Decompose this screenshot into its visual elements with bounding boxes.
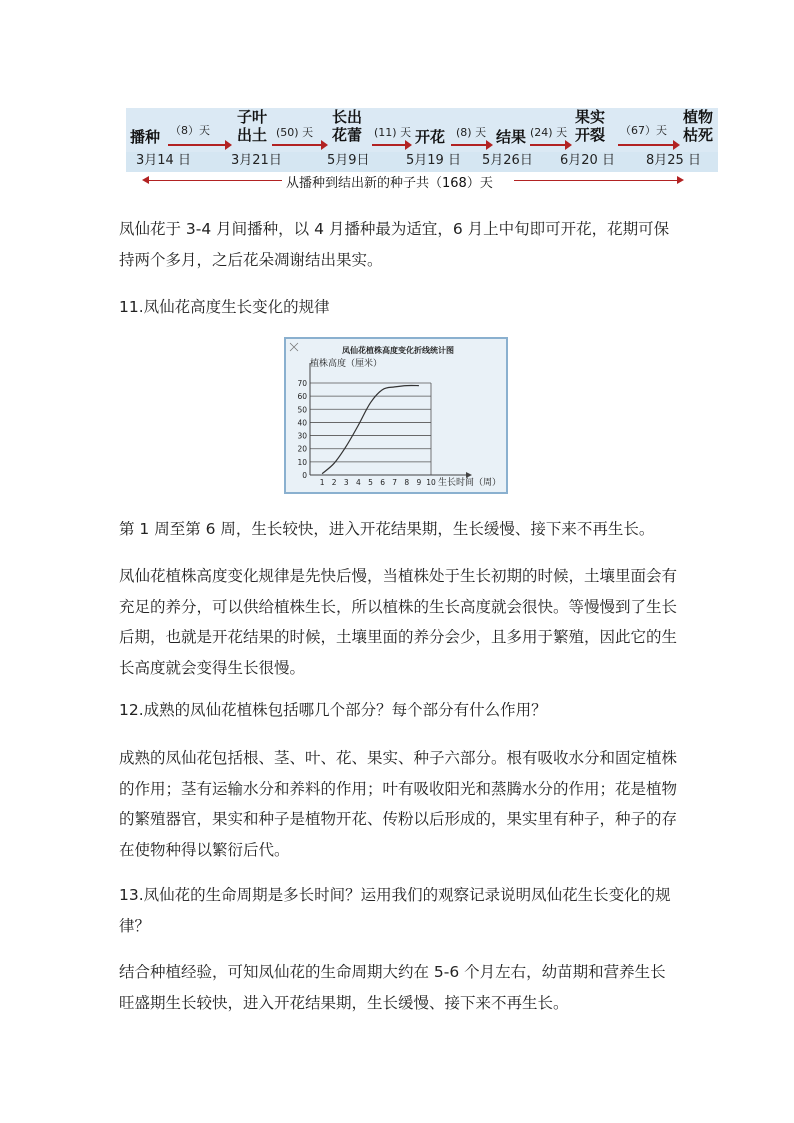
question-12-heading: 12.成熟的凤仙花植株包括哪几个部分？每个部分有什么作用？ (119, 701, 547, 719)
chart-x-axis-label: 生长时间（周） (438, 478, 502, 488)
life-cycle-paragraph: 结合种植经验，可知凤仙花的生命周期大约在 5-6 个月左右，幼苗期和营养生长旺盛期生长较快，进入开花结果期，生长缓慢、接下来不再生长。 (119, 963, 666, 1012)
chart-y-tick-label: 30 (297, 431, 307, 441)
stage-wither: 植物 枯死 (683, 108, 714, 144)
chart-svg (286, 339, 506, 492)
stage-cotyledon: 子叶 出土 (237, 108, 268, 144)
chart-y-tick-label: 60 (297, 392, 307, 402)
date-label: 3月14 日 (136, 153, 191, 168)
growth-pattern-paragraph: 凤仙花植株高度变化规律是先快后慢，当植株处于生长初期的时候，土壤里面会有充足的养分，可以供给植株生长，所以植株的生长高度就会很快。等慢慢到了生长后期，也就是开花结果的时候，土壤里面的养分会少，且多用于繁殖，因此它的生长高度就会变得生长很慢。 (119, 567, 678, 677)
chart-y-tick-label: 20 (297, 444, 307, 454)
chart-y-tick-label: 50 (297, 405, 307, 415)
stage-sowing: 播种 (130, 128, 161, 146)
plant-parts-paragraph: 成熟的凤仙花包括根、茎、叶、花、果实、种子六部分。根有吸收水分和固定植株的作用；茎有运输水分和养料的作用；叶有吸收阳光和蒸腾水分的作用；花是植物的繁殖器官，果实和种子是植物开花、传粉以后形成的，果实里有种子，种子的存在使物种得以繁衍后代。 (119, 749, 678, 859)
stage-fruit: 结果 (496, 128, 527, 146)
chart-y-tick-label: 0 (302, 471, 307, 480)
interval-label: (8) 天 (456, 126, 487, 139)
chart-x-tick-label: 7 (392, 478, 398, 487)
chart-x-tick-label: 2 (331, 478, 337, 487)
interval-arrow (168, 144, 230, 146)
chart-x-tick-label: 10 (426, 478, 436, 487)
interval-label: (24) 天 (530, 126, 568, 139)
interval-arrow (372, 144, 410, 146)
chart-y-tick-label: 70 (297, 379, 307, 388)
date-label: 3月21日 (231, 153, 282, 168)
chart-y-axis-label: 植株高度（厘米） (310, 359, 383, 369)
intro-paragraph: 凤仙花于 3-4 月间播种，以 4 月播种最为适宜，6 月上中旬即可开花，花期可保持两个多月，之后花朵凋谢结出果实。 (119, 220, 670, 269)
chart-x-tick-label: 6 (380, 478, 385, 487)
interval-label: (11) 天 (374, 126, 412, 139)
stage-bloom: 开花 (415, 128, 446, 146)
total-span-arrow-right (514, 180, 682, 181)
chart-x-tick-label: 9 (416, 478, 422, 487)
chart-corner-mark (290, 343, 298, 351)
question-11-heading: 11.凤仙花高度生长变化的规律 (119, 298, 330, 316)
interval-label: （67）天 (620, 124, 667, 137)
date-label: 5月19 日 (406, 153, 461, 168)
chart-x-tick-label: 4 (356, 478, 361, 487)
chart-title: 凤仙花植株高度变化折线统计图 (342, 346, 454, 355)
chart-x-tick-label: 3 (343, 478, 349, 487)
interval-arrow (451, 144, 491, 146)
interval-arrow (618, 144, 678, 146)
interval-label: （8）天 (170, 124, 210, 137)
height-line-chart (284, 337, 508, 494)
interval-arrow (530, 144, 570, 146)
chart-x-tick-label: 8 (404, 478, 410, 487)
chart-series-line (322, 386, 419, 474)
stage-bud: 长出 花蕾 (332, 108, 363, 144)
interval-arrow (272, 144, 326, 146)
stage-split: 果实 开裂 (575, 108, 606, 144)
weekly-growth-paragraph: 第 1 周至第 6 周，生长较快，进入开花结果期，生长缓慢、接下来不再生长。 (119, 520, 655, 538)
date-label: 5月26日 (482, 153, 533, 168)
date-label: 5月9日 (327, 153, 370, 168)
chart-y-tick-label: 10 (297, 457, 307, 467)
chart-x-tick-label: 5 (368, 478, 373, 487)
total-span-arrow-left (144, 180, 282, 181)
interval-label: (50) 天 (276, 126, 314, 139)
growth-timeline (126, 104, 718, 190)
date-label: 6月20 日 (560, 153, 615, 168)
total-duration-label: 从播种到结出新的种子共（168）天 (286, 176, 493, 191)
chart-x-tick-label: 1 (319, 478, 325, 487)
question-13-heading: 13.凤仙花的生命周期是多长时间？运用我们的观察记录说明凤仙花生长变化的规律？ (119, 886, 671, 935)
date-label: 8月25 日 (646, 153, 701, 168)
chart-y-tick-label: 40 (297, 418, 307, 428)
